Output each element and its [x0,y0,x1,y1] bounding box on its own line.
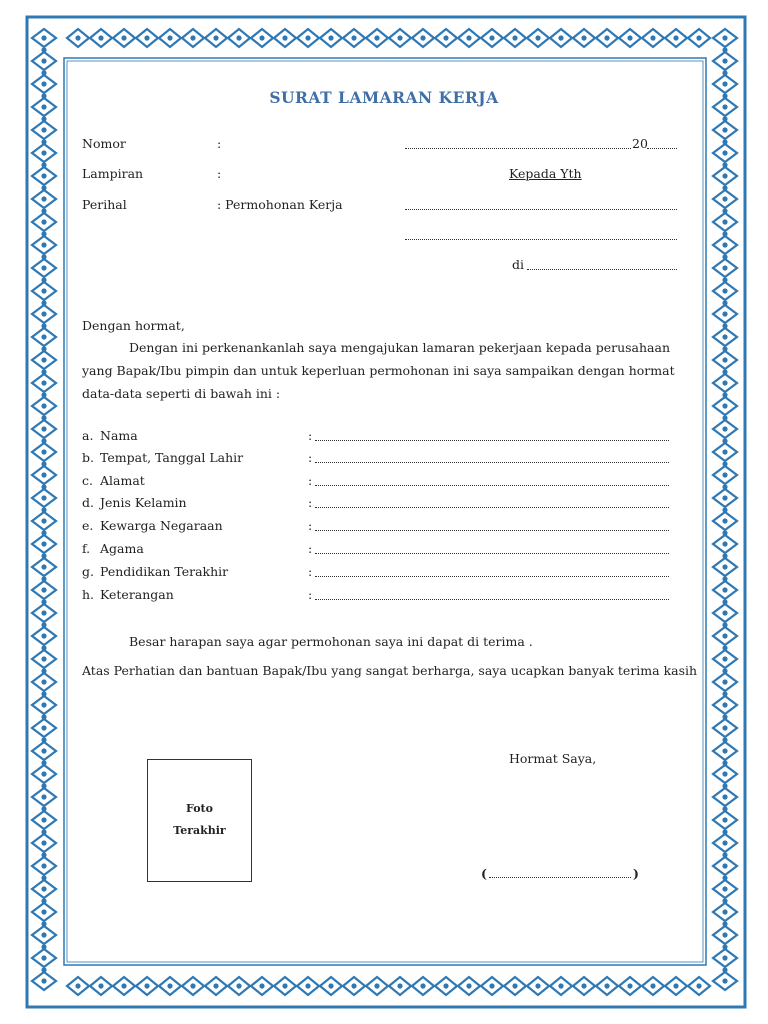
closing-line-1: Besar harapan saya agar permohonan saya ini dapat di terima . [129,634,533,649]
field-line-alamat[interactable] [315,485,669,486]
date-line[interactable] [405,148,631,149]
field-label-kewarga-negaraan: Kewarga Negaraan [100,518,223,533]
field-colon: : [308,564,313,579]
intro-line-3: data-data seperti di bawah ini : [82,386,281,401]
photo-placeholder[interactable] [147,759,252,882]
field-label-alamat: Alamat [100,473,145,488]
signature-paren-close: ) [633,866,639,881]
field-line-jenis-kelamin[interactable] [315,507,669,508]
field-letter: h. [82,587,95,602]
signoff: Hormat Saya, [509,751,597,766]
field-label-tempat-tanggal-lahir: Tempat, Tanggal Lahir [100,450,244,465]
field-label-pendidikan-terakhir: Pendidikan Terakhir [100,564,229,579]
di-label: di [512,257,524,272]
intro-line-2: yang Bapak/Ibu pimpin dan untuk keperluan permohonan ini saya sampaikan dengan hormat [82,363,675,378]
field-colon: : [308,518,313,533]
field-label-keterangan: Keterangan [100,587,174,602]
letter-title: SURAT LAMARAN KERJA [269,88,499,107]
field-line-nama[interactable] [315,440,669,441]
signature-line[interactable] [489,877,631,878]
field-colon: : [308,541,313,556]
field-label-jenis-kelamin: Jenis Kelamin [100,495,187,510]
field-line-keterangan[interactable] [315,599,669,600]
field-letter: a. [82,428,94,443]
field-letter: b. [82,450,94,465]
photo-label-line-1: Foto [186,802,213,815]
field-line-pendidikan-terakhir[interactable] [315,576,669,577]
perihal-label: Perihal [82,197,127,212]
recipient-line-2[interactable] [405,239,677,240]
recipient-line-1[interactable] [405,209,677,210]
field-line-agama[interactable] [315,553,669,554]
field-colon: : [308,587,313,602]
field-letter: f. [82,541,91,556]
field-letter: g. [82,564,94,579]
field-colon: : [308,473,313,488]
field-letter: e. [82,518,94,533]
year-prefix: 20 [632,136,648,151]
signature-paren-open: ( [481,866,487,881]
perihal-value: : Permohonan Kerja [217,197,343,212]
field-colon: : [308,450,313,465]
location-line[interactable] [527,269,677,270]
lampiran-label: Lampiran [82,166,144,181]
nomor-colon: : [217,136,222,151]
field-colon: : [308,428,313,443]
field-letter: d. [82,495,94,510]
lampiran-colon: : [217,166,222,181]
photo-label-line-2: Terakhir [173,824,226,837]
field-line-kewarga-negaraan[interactable] [315,530,669,531]
field-letter: c. [82,473,93,488]
field-colon: : [308,495,313,510]
year-line[interactable] [647,148,677,149]
nomor-label: Nomor [82,136,126,151]
field-label-agama: Agama [100,541,144,556]
field-line-tempat-tanggal-lahir[interactable] [315,462,669,463]
recipient-label: Kepada Yth [509,166,582,181]
closing-line-2: Atas Perhatian dan bantuan Bapak/Ibu yang sangat berharga, saya ucapkan banyak terima kasih [82,663,698,678]
salutation: Dengan hormat, [82,318,185,333]
intro-line-1: Dengan ini perkenankanlah saya mengajukan lamaran pekerjaan kepada perusahaan [129,340,671,355]
field-label-nama: Nama [100,428,138,443]
